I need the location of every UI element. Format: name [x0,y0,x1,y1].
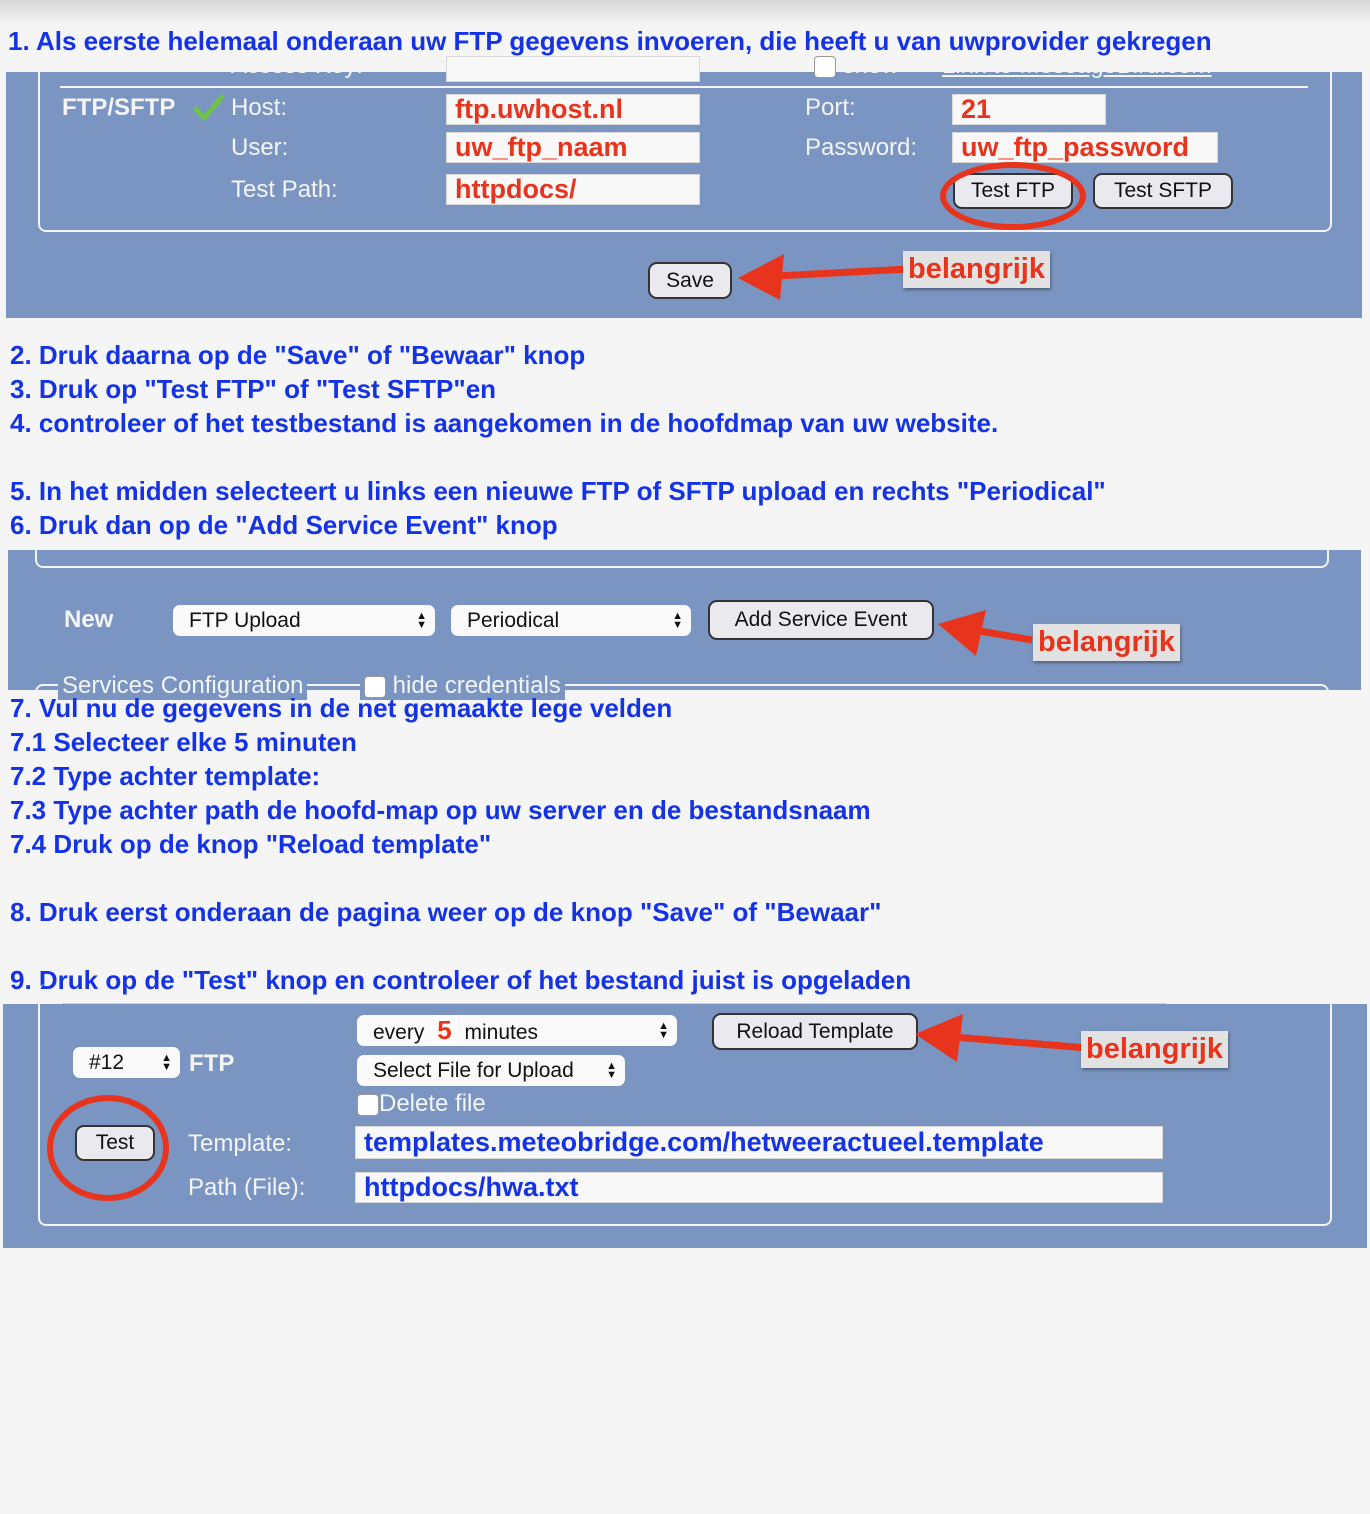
step-6: 6. Druk dan op de "Add Service Event" knop [10,510,558,540]
messagebird-link[interactable]: Link to MessageBird.com [942,52,1212,79]
select-arrows-icon: ▲ ▼ [161,1051,172,1073]
new-label: New [64,606,114,633]
step-4: 4. controleer of het testbestand is aangekomen in de hoofdmap van uw website. [10,408,999,438]
step-2: 2. Druk daarna op de "Save" of "Bewaar" knop [10,340,586,370]
ftp-sftp-section-label: FTP/SFTP [62,94,176,121]
save-button[interactable]: Save [648,262,732,299]
password-input[interactable]: uw_ftp_password [952,132,1218,163]
hide-credentials-label: hide credentials [392,672,561,699]
interval-select[interactable] [357,1015,677,1046]
check-icon [194,94,224,122]
path-file-input[interactable]: httpdocs/hwa.txt [355,1172,1163,1203]
add-service-event-button[interactable]: Add Service Event [708,600,934,640]
event-index-value: #12 [89,1051,125,1074]
port-label: Port: [805,94,856,121]
belangrijk-callout: belangrijk [1033,624,1180,661]
interval-value: 5 [432,1015,456,1046]
template-label: Template: [188,1130,293,1157]
upload-file-select[interactable] [357,1055,625,1086]
user-input[interactable]: uw_ftp_naam [446,132,700,163]
port-input[interactable]: 21 [952,94,1106,125]
services-configuration-legend: Services Configuration [58,672,307,700]
template-input[interactable]: templates.meteobridge.com/hetweeractueel.template [355,1126,1163,1159]
test-path-input[interactable]: httpdocs/ [446,174,700,205]
step-7-1: 7.1 Selecteer elke 5 minuten [10,727,357,757]
test-button[interactable]: Test [75,1125,155,1161]
event-index-select[interactable] [73,1047,180,1078]
step-7-4: 7.4 Druk op de knop "Reload template" [10,829,492,859]
belangrijk-callout: belangrijk [1081,1031,1228,1068]
ftp-settings-panel [6,52,1362,318]
arrow-icon [913,1012,1089,1068]
highlight-circle-test-ftp [940,162,1086,230]
schedule-select[interactable] [451,605,691,636]
path-file-label: Path (File): [188,1174,306,1201]
ftp-type-label: FTP [189,1050,235,1077]
step-7-2: 7.2 Type achter template: [10,761,321,791]
schedule-value: Periodical [467,609,560,632]
delete-file-label: Delete file [379,1090,486,1117]
step-9: 9. Druk op de "Test" knop en controleer of het bestand juist is opgeladen [10,965,912,995]
upper-fieldset [35,530,1329,568]
new-service-panel [8,550,1361,699]
host-input[interactable]: ftp.uwhost.nl [446,94,700,125]
select-arrows-icon: ▲ ▼ [672,609,683,631]
step-1: 1. Als eerste helemaal onderaan uw FTP gegevens invoeren, die heeft u van uwprovider gekregen [8,26,1212,56]
select-arrows-icon: ▲ ▼ [606,1059,617,1081]
arrow-icon [736,248,912,304]
step-7: 7. Vul nu de gegevens in de net gemaakte lege velden [10,693,673,723]
arrow-icon [936,608,1036,664]
upload-file-value: Select File for Upload [373,1059,574,1082]
step-8: 8. Druk eerst onderaan de pagina weer op de knop "Save" of "Bewaar" [10,897,882,927]
access-key-label: Access Key: [231,52,364,79]
service-type-value: FTP Upload [189,609,301,632]
select-arrows-icon: ▲ ▼ [416,609,427,631]
step-3: 3. Druk op "Test FTP" of "Test SFTP"en [10,374,497,404]
step-7-3: 7.3 Type achter path de hoofd-map op uw server en de bestandsnaam [10,795,871,825]
service-type-select[interactable] [173,605,435,636]
highlight-circle-test [47,1095,169,1201]
delete-file-toggle[interactable] [357,1090,486,1118]
reload-template-button[interactable]: Reload Template [712,1013,918,1050]
test-path-label: Test Path: [231,176,338,203]
user-label: User: [231,134,289,161]
test-ftp-button[interactable]: Test FTP [953,173,1073,209]
show-label: show [842,52,899,79]
interval-prefix: every [373,1021,425,1044]
password-label: Password: [805,134,918,161]
host-label: Host: [231,94,288,121]
top-shadow [0,0,1370,26]
step-5: 5. In het midden selecteert u links een nieuwe FTP of SFTP upload en rechts "Periodical" [10,476,1106,506]
select-arrows-icon: ▲ ▼ [658,1019,669,1041]
test-sftp-button[interactable]: Test SFTP [1093,173,1233,209]
belangrijk-callout: belangrijk [903,251,1050,288]
interval-suffix: minutes [464,1021,539,1044]
service-event-panel [3,1004,1367,1248]
delete-file-checkbox[interactable] [357,1094,379,1116]
